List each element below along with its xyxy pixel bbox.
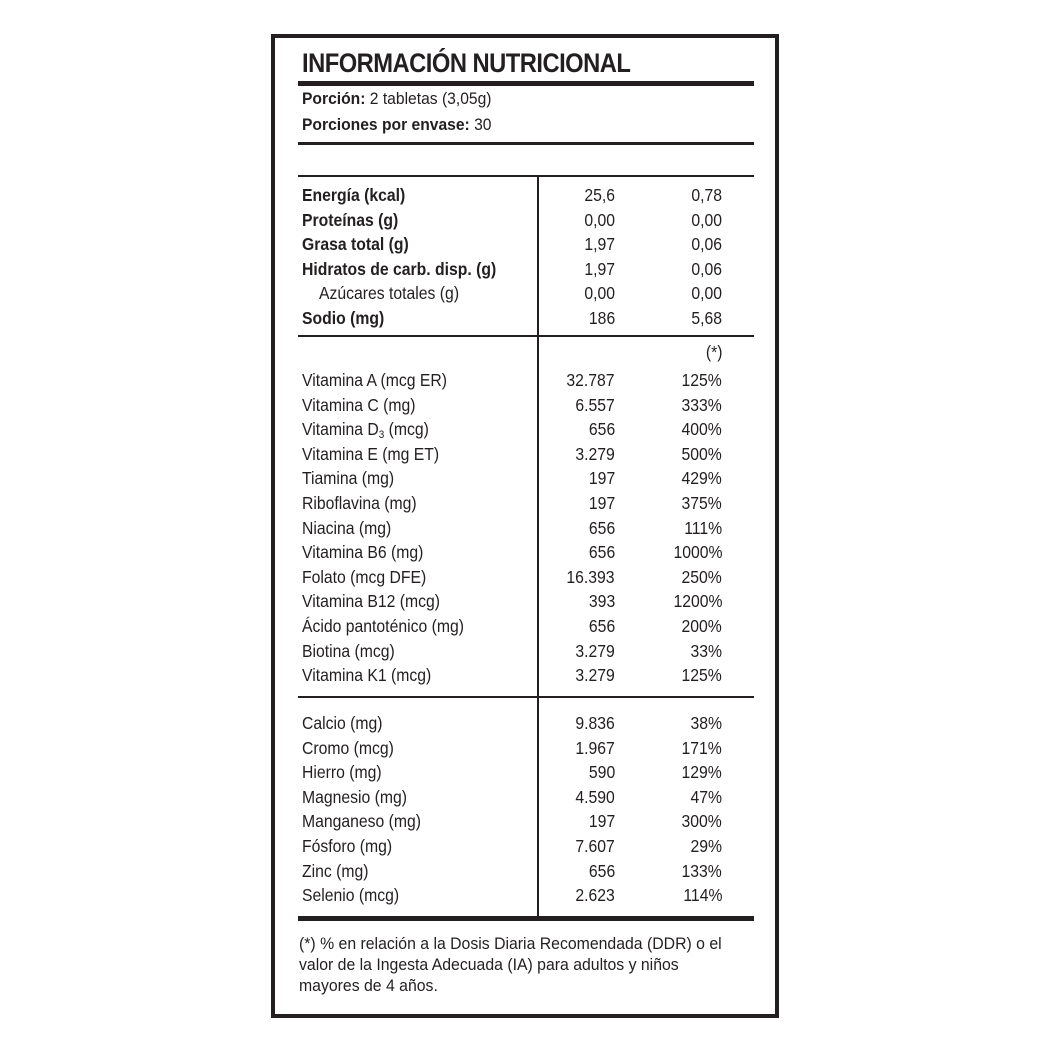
- nutrient-name-part: (mcg): [384, 419, 429, 440]
- footnote: (*) % en relación a la Dosis Diaria Recomendada (DDR) o el valor de la Ingesta Adecuada (IA) para adultos y niños mayores de 4 años.: [299, 934, 722, 995]
- amount-per-serving: 47%: [690, 786, 722, 807]
- nutrient-row: [275, 257, 775, 281]
- nutrient-row: [275, 565, 775, 589]
- nutrient-row: [275, 491, 775, 515]
- amount-per-serving: 0,06: [691, 258, 722, 279]
- amount-per-serving: 125%: [681, 370, 722, 390]
- amount-per-serving: 29%: [690, 836, 722, 856]
- nutrient-row: [275, 711, 775, 735]
- amount-per-100g: 197: [588, 811, 615, 832]
- amount-per-100g: 7.607: [575, 836, 615, 856]
- nutrient-name: Magnesio (mg): [302, 786, 408, 807]
- amount-per-serving: 429%: [681, 468, 722, 489]
- portion-line: [302, 89, 492, 109]
- nutrient-name: Riboflavina (mg): [302, 493, 417, 513]
- nutrient-row: [275, 883, 775, 907]
- amount-per-100g: 656: [588, 616, 615, 636]
- amount-per-100g: 656: [588, 860, 615, 881]
- nutrient-row: [275, 393, 775, 417]
- nutrient-name: Vitamina C (mg): [302, 394, 416, 415]
- amount-per-100g: 3.279: [575, 443, 615, 464]
- nutrient-row: [275, 809, 775, 833]
- amount-per-serving: 375%: [681, 493, 722, 513]
- portion-label: Porción:: [302, 89, 366, 108]
- amount-per-serving: 0,78: [691, 185, 722, 205]
- servings-per-container-label: Porciones por envase:: [302, 115, 470, 134]
- label-title: INFORMACIÓN NUTRICIONAL: [302, 48, 631, 78]
- nutrient-name: Zinc (mg): [302, 860, 369, 881]
- star-marker: (*): [705, 342, 722, 362]
- amount-per-100g: 0,00: [584, 209, 615, 230]
- amount-per-100g: 1,97: [584, 234, 615, 255]
- amount-per-100g: 656: [588, 542, 615, 563]
- nutrient-name: Proteínas (g): [302, 209, 399, 230]
- nutrient-name: Manganeso (mg): [302, 811, 422, 832]
- nutrient-row: [275, 760, 775, 784]
- nutrient-name: Biotina (mcg): [302, 640, 395, 661]
- nutrient-row: [275, 183, 775, 207]
- nutrient-row: [275, 785, 775, 809]
- amount-per-serving: 400%: [681, 419, 722, 440]
- nutrient-row: [275, 859, 775, 883]
- amount-per-100g: 6.557: [575, 394, 615, 415]
- nutrient-row: [275, 516, 775, 540]
- serving-rule: [298, 142, 754, 145]
- amount-per-serving: 133%: [681, 860, 722, 881]
- amount-per-100g: 197: [588, 468, 615, 489]
- amount-per-serving: 0,00: [691, 283, 722, 304]
- nutrient-row: [275, 417, 775, 441]
- amount-per-100g: 656: [588, 419, 615, 440]
- nutrient-row: [275, 281, 775, 305]
- nutrient-name: Vitamina E (mg ET): [302, 443, 440, 464]
- nutrient-name: Azúcares totales (g): [319, 283, 460, 304]
- nutrient-name-part: Vitamina D: [302, 419, 379, 440]
- nutrient-row: [275, 540, 775, 564]
- amount-per-serving: 33%: [690, 640, 722, 661]
- amount-per-100g: 656: [588, 517, 615, 538]
- amount-per-serving: 300%: [681, 811, 722, 832]
- amount-per-serving: 333%: [681, 394, 722, 415]
- vitamins-rule: [298, 696, 754, 698]
- nutrient-row: [275, 663, 775, 687]
- nutrient-name: Sodio (mg): [302, 308, 385, 328]
- amount-per-serving: 250%: [681, 566, 722, 587]
- nutrient-row: [275, 614, 775, 638]
- amount-per-100g: 25,6: [584, 185, 615, 205]
- nutrient-name: Niacina (mg): [302, 517, 392, 538]
- amount-per-serving: 114%: [682, 885, 722, 906]
- amount-per-serving: 0,06: [691, 234, 722, 255]
- amount-per-100g: 9.836: [575, 713, 615, 733]
- amount-per-100g: 3.279: [575, 665, 615, 686]
- nutrient-name-subscript: 3: [378, 429, 385, 442]
- amount-per-100g: 186: [588, 308, 615, 328]
- nutrient-name: Fósforo (mg): [302, 836, 393, 856]
- nutrient-name: Grasa total (g): [302, 234, 409, 255]
- nutrient-row: [275, 442, 775, 466]
- amount-per-100g: 32.787: [566, 370, 615, 390]
- nutrient-row: [275, 368, 775, 392]
- nutrient-name: Selenio (mcg): [302, 885, 400, 906]
- nutrient-name: [302, 417, 429, 441]
- amount-per-serving: 0,00: [691, 209, 722, 230]
- nutrient-name: Tiamina (mg): [302, 468, 395, 489]
- nutrient-name: Hierro (mg): [302, 762, 382, 783]
- amount-per-serving: 125%: [681, 665, 722, 686]
- servings-per-container-value: 30: [474, 115, 492, 134]
- nutrient-row: [275, 466, 775, 490]
- amount-per-100g: 590: [588, 762, 615, 783]
- servings-per-container-line: [302, 115, 492, 135]
- amount-per-100g: 4.590: [575, 786, 615, 807]
- nutrient-row: [275, 589, 775, 613]
- nutrient-row: [275, 208, 775, 232]
- nutrient-name: Cromo (mcg): [302, 737, 394, 758]
- nutrient-name: Vitamina B12 (mcg): [302, 591, 441, 612]
- nutrient-name: Hidratos de carb. disp. (g): [302, 258, 497, 279]
- amount-per-100g: 16.393: [566, 566, 615, 587]
- macros-rule: [298, 335, 754, 337]
- nutrient-name: Vitamina A (mcg ER): [302, 370, 448, 390]
- portion-value: 2 tabletas (3,05g): [369, 89, 492, 108]
- amount-per-serving: 1000%: [672, 542, 722, 563]
- amount-per-100g: 1.967: [575, 737, 615, 758]
- amount-per-serving: 1200%: [672, 591, 722, 612]
- nutrient-name: Vitamina K1 (mcg): [302, 665, 432, 686]
- amount-per-serving: 171%: [681, 737, 722, 758]
- amount-per-serving: 500%: [681, 443, 722, 464]
- amount-per-100g: 197: [588, 493, 615, 513]
- amount-per-serving: 5,68: [691, 308, 722, 328]
- amount-per-100g: 393: [588, 591, 615, 612]
- nutrient-name: Calcio (mg): [302, 713, 383, 733]
- amount-per-100g: 3.279: [575, 640, 615, 661]
- nutrient-row: [275, 834, 775, 858]
- nutrient-name: Energía (kcal): [302, 185, 406, 205]
- nutrient-row: [275, 306, 775, 330]
- nutrient-row: [275, 639, 775, 663]
- amount-per-serving: 129%: [681, 762, 722, 783]
- amount-per-serving: 111%: [684, 517, 722, 538]
- amount-per-100g: 0,00: [584, 283, 615, 304]
- bottom-rule: [298, 916, 754, 921]
- nutrient-row: [275, 232, 775, 256]
- amount-per-serving: 200%: [681, 616, 722, 636]
- amount-per-serving: 38%: [690, 713, 722, 733]
- nutrient-name: Ácido pantoténico (mg): [302, 616, 464, 636]
- nutrient-name: Folato (mcg DFE): [302, 566, 427, 587]
- nutrient-row: [275, 736, 775, 760]
- header-rule: [298, 175, 754, 177]
- amount-per-100g: 2.623: [575, 885, 615, 906]
- nutrient-name: Vitamina B6 (mg): [302, 542, 424, 563]
- amount-per-100g: 1,97: [584, 258, 615, 279]
- nutrition-label: [271, 34, 779, 1018]
- title-rule: [298, 81, 754, 86]
